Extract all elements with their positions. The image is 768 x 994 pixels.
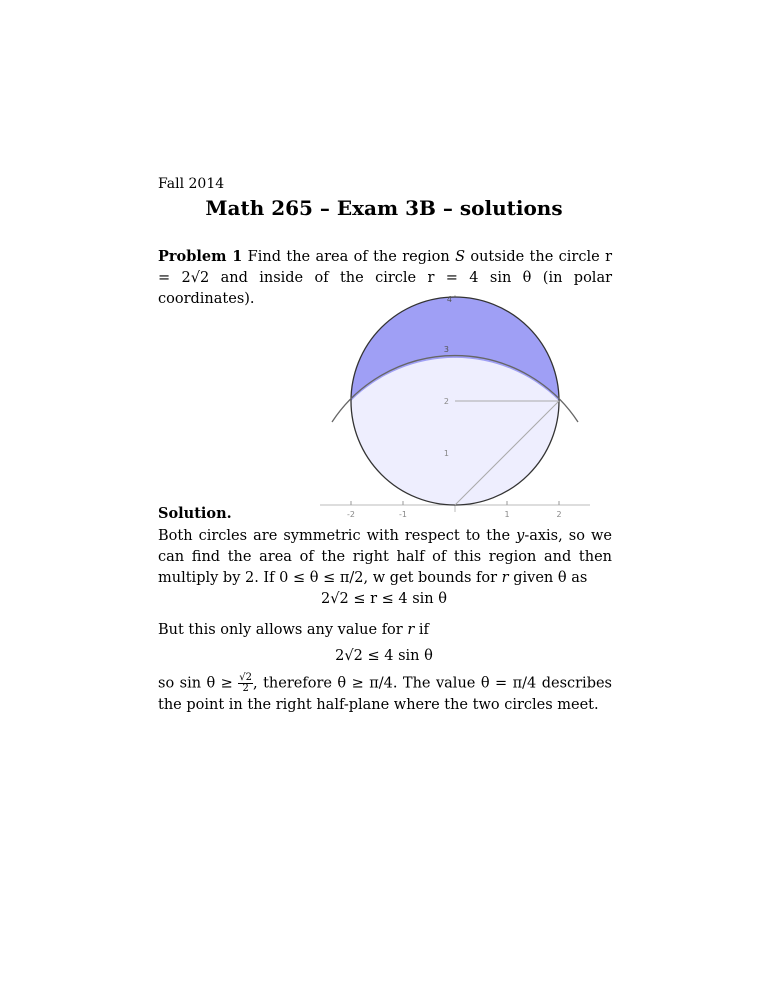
y-tick-label: 4 xyxy=(446,295,452,304)
solution-text: if xyxy=(414,622,429,638)
equation-condition: 2√2 ≤ 4 sin θ xyxy=(335,648,433,664)
solution-var-r: r xyxy=(501,570,509,586)
semester-label: Fall 2014 xyxy=(158,176,225,192)
problem-expr-2: r = 4 sin θ xyxy=(427,270,532,286)
problem-label: Problem 1 xyxy=(158,248,243,265)
solution-text: given θ as xyxy=(508,570,588,586)
problem-text-c: and inside of the circle xyxy=(209,270,428,286)
fraction xyxy=(238,673,253,694)
equation-bounds: 2√2 ≤ r ≤ 4 sin θ xyxy=(321,591,447,607)
x-tick-label: -2 xyxy=(347,510,355,519)
x-tick-label: 1 xyxy=(504,510,510,519)
solution-paragraph-1 xyxy=(158,526,612,589)
solution-var-y: y xyxy=(516,528,525,544)
solution-text: so sin θ ≥ xyxy=(158,675,239,692)
solution-paragraph-3 xyxy=(158,673,612,716)
solution-text: -axis, so we can find the area of the right half of this region and then multiply by 2. If 0 ≤ θ ≤ π/2, w get bounds for xyxy=(158,528,612,586)
solution-text: , therefore θ ≥ π/4. The value θ = π/4 describes the point in the right half-plane where the two circles meet. xyxy=(158,675,613,713)
solution-paragraph-2 xyxy=(158,620,612,641)
problem-text-b: outside the circle xyxy=(465,249,606,265)
solution-text: Both circles are symmetric with respect to the xyxy=(158,528,517,544)
y-tick-label: 2 xyxy=(443,397,449,406)
x-tick-label: 2 xyxy=(556,510,562,519)
problem-var-s: S xyxy=(455,249,465,265)
x-tick-label: -1 xyxy=(399,510,407,519)
y-tick-label: 1 xyxy=(443,449,449,458)
solution-var-r: r xyxy=(407,622,415,638)
inner-region xyxy=(351,358,559,505)
fraction-denominator: 2 xyxy=(242,683,249,694)
solution-text: But this only allows any value for xyxy=(158,622,408,638)
solution-heading: Solution. xyxy=(158,505,232,522)
problem-expr-1: r = 2√2 xyxy=(158,249,612,286)
fraction-numerator: √2 xyxy=(239,672,253,683)
problem-text-d: (in polar coordinates). xyxy=(158,270,613,307)
problem-text-a: Find the area of the region xyxy=(242,249,456,265)
polar-region-figure xyxy=(310,290,600,520)
page-title: Math 265 – Exam 3B – solutions xyxy=(205,196,563,220)
y-tick-label: 3 xyxy=(443,345,449,354)
